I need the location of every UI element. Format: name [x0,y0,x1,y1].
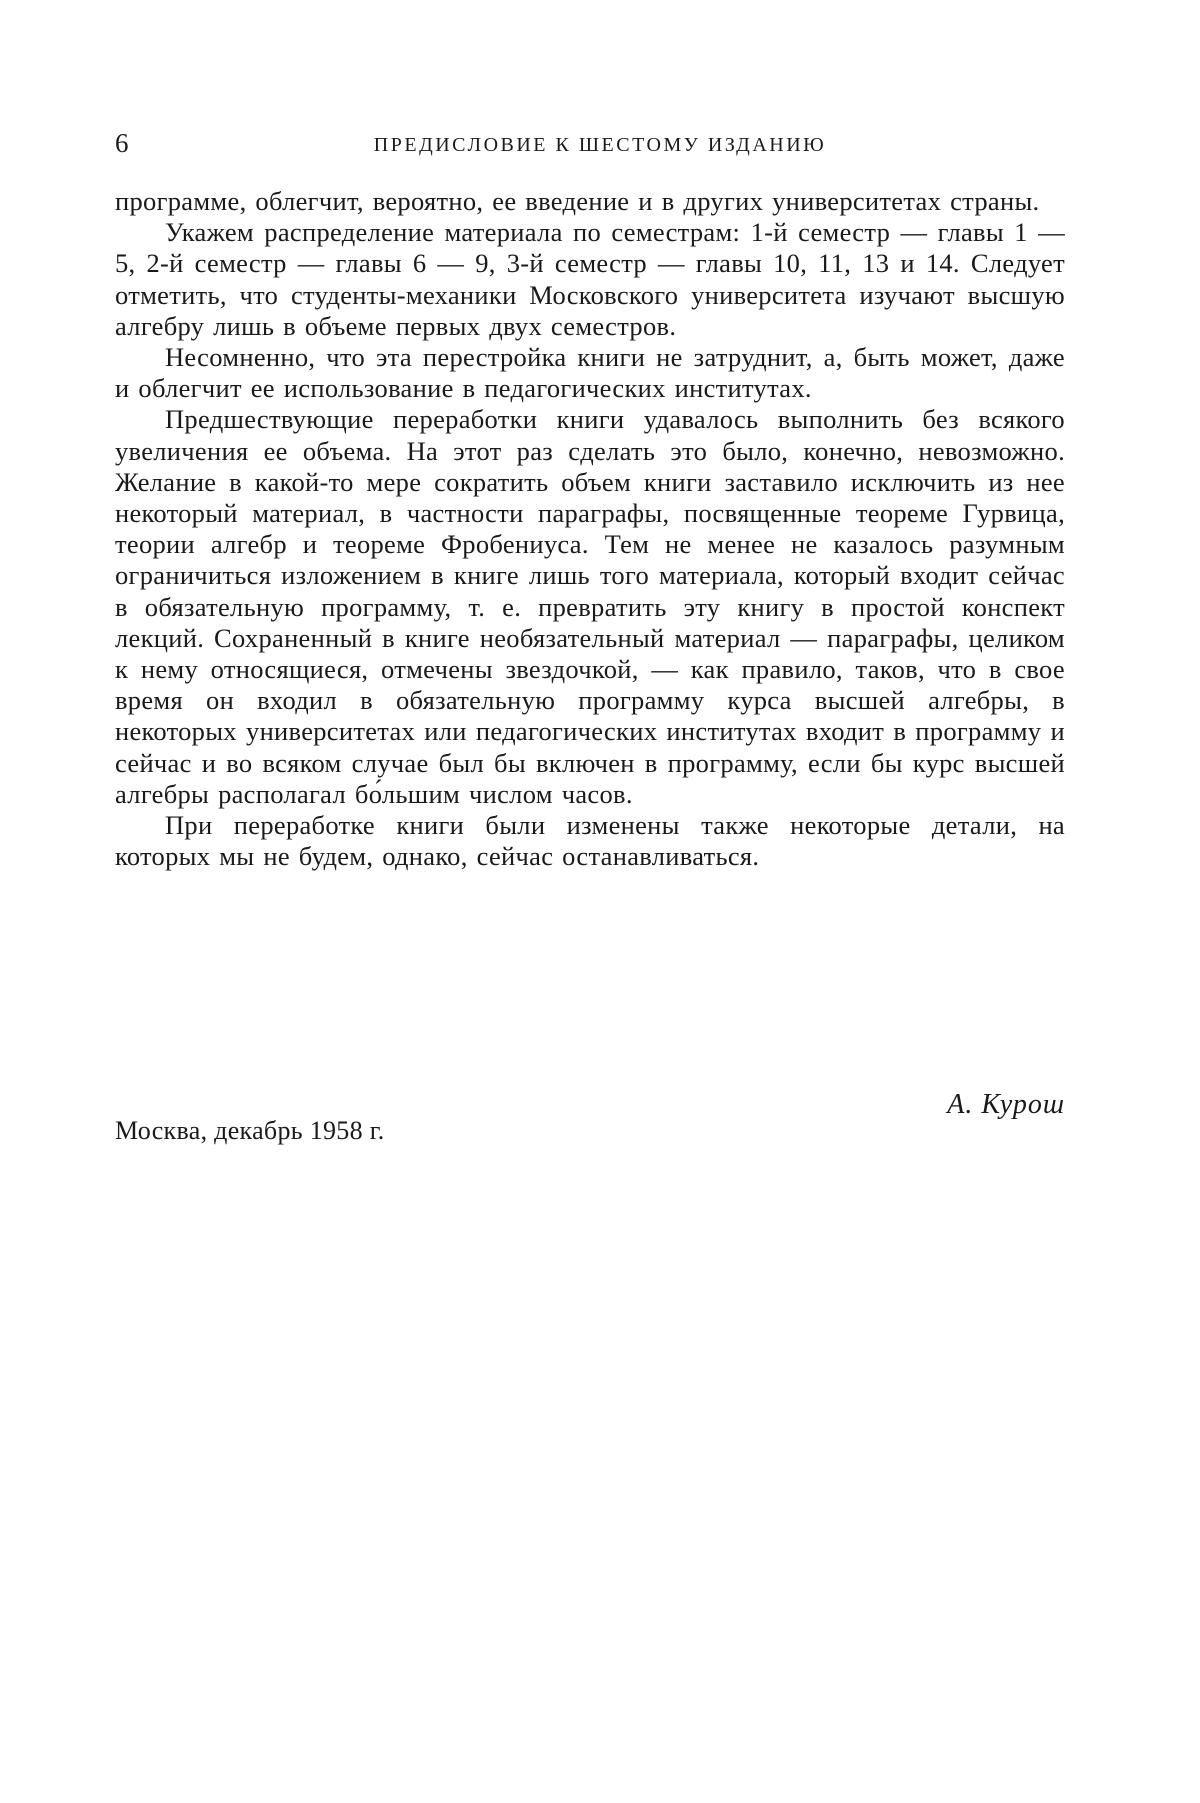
paragraph-semesters: Укажем распределение материала по семестрам: 1-й семестр — главы 1 — 5, 2-й семестр — главы 6 — 9, 3-й семестр — главы 10, 11, 13 и 14. Следует отметить, что студенты-механики Московского университета изучают высшую алгебру лишь в объеме первых двух семестров. [115,217,1065,341]
body-text [115,186,1065,872]
paragraph-pedagogical: Несомненно, что эта перестройка книги не затруднит, а, быть может, даже и облегчит ее использование в педагогических институтах. [115,342,1065,404]
running-title: ПРЕДИСЛОВИЕ К ШЕСТОМУ ИЗДАНИЮ [373,134,827,156]
page-number: 6 [115,128,129,158]
paragraph-revisions: Предшествующие переработки книги удавалось выполнить без всякого увеличения ее объема. На этот раз сделать это было, конечно, невозможно. Желание в какой-то мере сократить объем книги заставило исключить из нее некоторый материал, в частности параграфы, посвященные теореме Гурвица, теории алгебр и теореме Фробениуса. Тем не менее не казалось разумным ограничиться изложением в книге лишь того материала, который входит сейчас в обязательную программу, т. е. превратить эту книгу в простой конспект лекций. Сохраненный в книге необязательный материал — параграфы, целиком к нему относящиеся, отмечены звездочкой, — как правило, таков, что в свое время он входил в обязательную программу курса высшей алгебры, в некоторых университетах или педагогических институтах входит в программу и сейчас и во всяком случае был бы включен в программу, если бы курс высшей алгебры располагал бо́льшим числом часов. [115,404,1065,809]
place-date: Москва, декабрь 1958 г. [115,1116,385,1145]
paragraph-continuation: программе, облегчит, вероятно, ее введение и в других университетах страны. [115,186,1040,216]
paragraph-details: При переработке книги были изменены также некоторые детали, на которых мы не будем, однако, сейчас останавливаться. [115,810,1065,872]
running-head [115,126,1065,166]
author-signature: А. Курош [947,1089,1065,1120]
